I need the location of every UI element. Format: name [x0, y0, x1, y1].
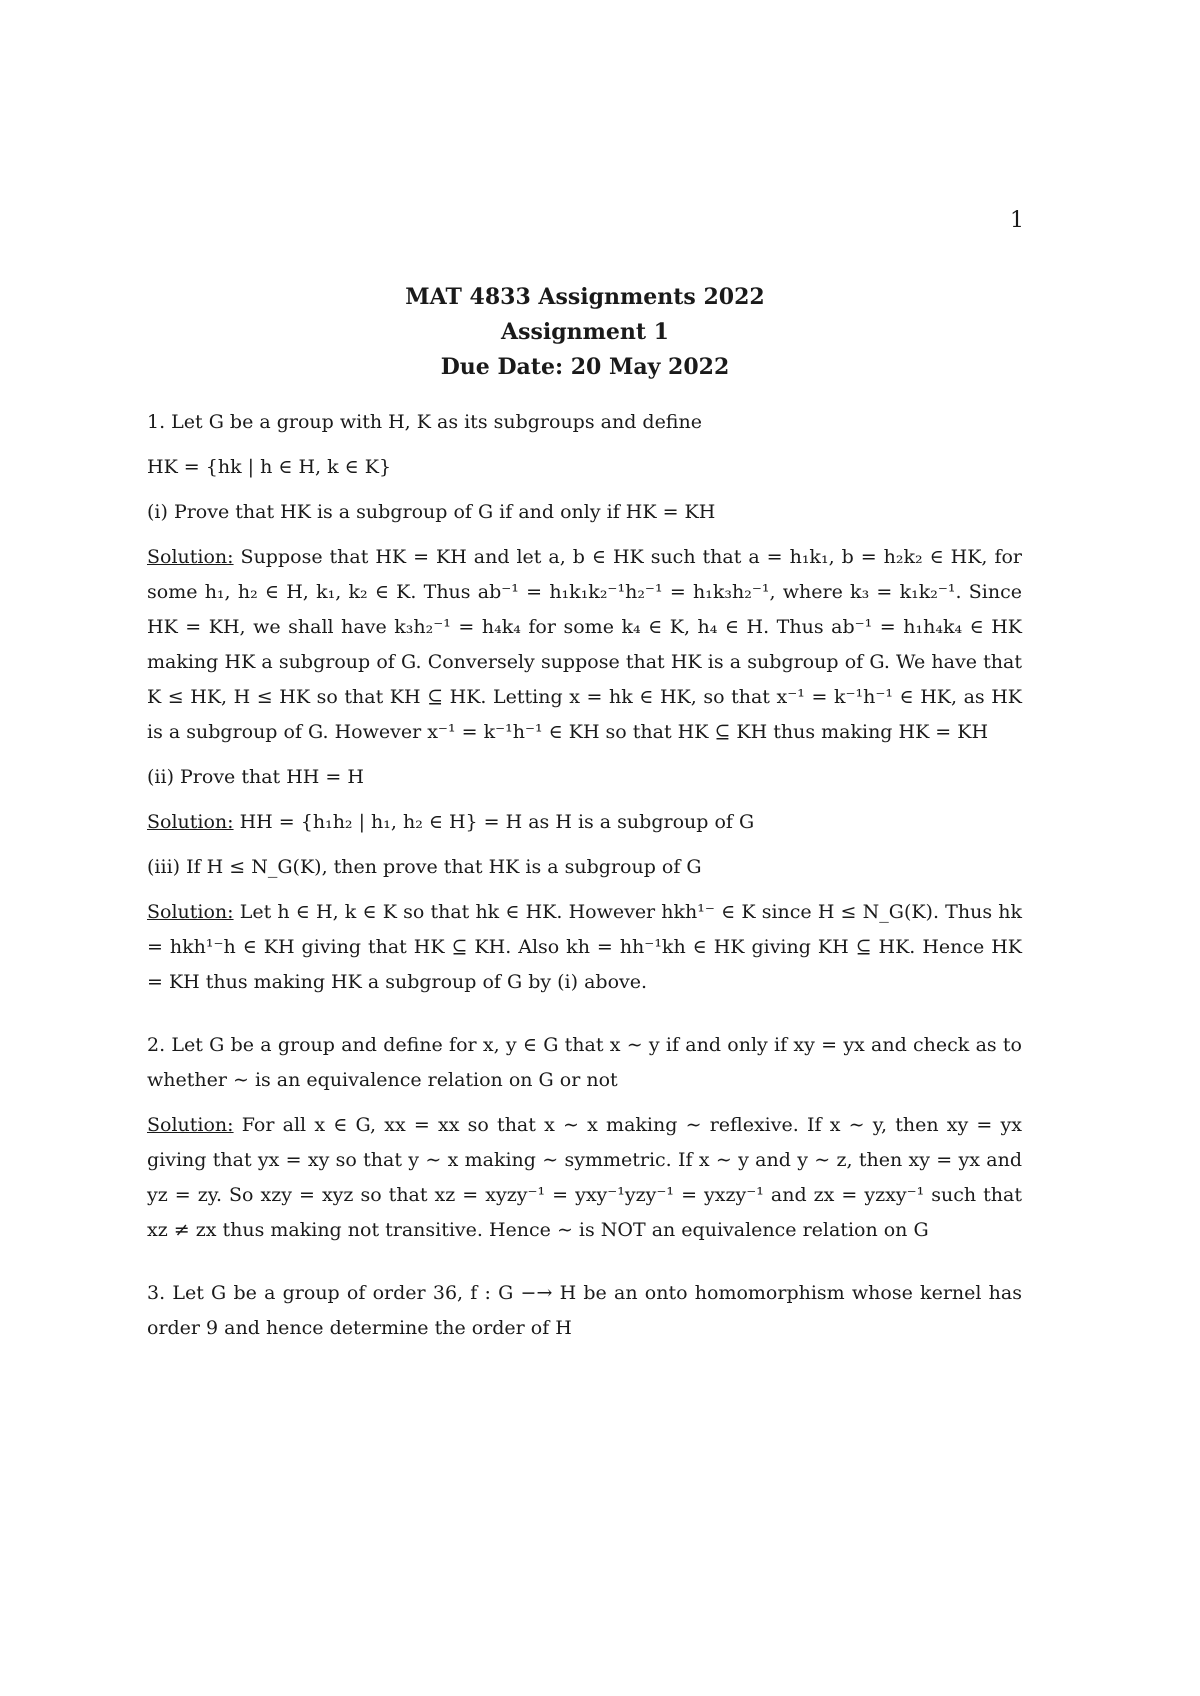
document-body: [147, 405, 1022, 1356]
question-1-part-i: (i) Prove that HK is a subgroup of G if and only if HK = KH: [147, 501, 716, 523]
question-1-part-iii: (iii) If H ≤ N_G(K), then prove that HK is a subgroup of G: [147, 856, 702, 878]
solution-1-i: [147, 540, 1022, 750]
solution-text: HH = {h₁h₂ | h₁, h₂ ∈ H} = H as H is a subgroup of G: [239, 811, 755, 833]
question-3: 3. Let G be a group of order 36, f : G −→ H be an onto homomorphism whose kernel has order 9 and hence determine the order of H: [147, 1282, 1022, 1339]
solution-label: Solution:: [147, 901, 234, 923]
page-number: 1: [1010, 208, 1024, 233]
document-title: [0, 280, 1170, 385]
solution-text: Let h ∈ H, k ∈ K so that hk ∈ HK. However hkh¹⁻ ∈ K since H ≤ N_G(K). Thus hk = hkh¹⁻h ∈ KH giving that HK ⊆ KH. Also kh = hh⁻¹kh ∈ HK giving KH ⊆ HK. Hence HK = KH thus making HK a subgroup of G by (i) above.: [147, 901, 1022, 993]
solution-2: [147, 1108, 1022, 1248]
question-1-part-ii: (ii) Prove that HH = H: [147, 766, 364, 788]
solution-1-iii: [147, 895, 1022, 1000]
due-date: Due Date: 20 May 2022: [440, 354, 730, 380]
solution-label: Solution:: [147, 1114, 234, 1136]
assignment-title: Assignment 1: [501, 319, 669, 345]
course-title: MAT 4833 Assignments 2022: [405, 284, 765, 310]
solution-label: Solution:: [147, 811, 234, 833]
question-2: 2. Let G be a group and define for x, y ∈ G that x ∼ y if and only if xy = yx and check as to whether ∼ is an equivalence relation on G or not: [147, 1034, 1022, 1091]
solution-text: Suppose that HK = KH and let a, b ∈ HK such that a = h₁k₁, b = h₂k₂ ∈ HK, for some h₁, h₂ ∈ H, k₁, k₂ ∈ K. Thus ab⁻¹ = h₁k₁k₂⁻¹h₂⁻¹ = h₁k₃h₂⁻¹, where k₃ = k₁k₂⁻¹. Since HK = KH, we shall have k₃h₂⁻¹ = h₄k₄ for some k₄ ∈ K, h₄ ∈ H. Thus ab⁻¹ = h₁h₄k₄ ∈ HK making HK a subgroup of G. Conversely suppose that HK is a subgroup of G. We have that K ≤ HK, H ≤ HK so that KH ⊆ HK. Letting x = hk ∈ HK, so that x⁻¹ = k⁻¹h⁻¹ ∈ HK, as HK is a subgroup of G. However x⁻¹ = k⁻¹h⁻¹ ∈ KH so that HK ⊆ KH thus making HK = KH: [147, 546, 1022, 743]
solution-1-ii: [147, 805, 1022, 840]
question-1-intro: 1. Let G be a group with H, K as its subgroups and define: [147, 411, 702, 433]
solution-label: Solution:: [147, 546, 234, 568]
solution-text: For all x ∈ G, xx = xx so that x ∼ x making ∼ reflexive. If x ∼ y, then xy = yx giving that yx = xy so that y ∼ x making ∼ symmetric. If x ∼ y and y ∼ z, then xy = yx and yz = zy. So xzy = xyz so that xz = xyzy⁻¹ = yxy⁻¹yzy⁻¹ = yxzy⁻¹ and zx = yzxy⁻¹ such that xz ≠ zx thus making not transitive. Hence ∼ is NOT an equivalence relation on G: [147, 1114, 1023, 1241]
hk-definition: HK = {hk | h ∈ H, k ∈ K}: [147, 456, 392, 478]
